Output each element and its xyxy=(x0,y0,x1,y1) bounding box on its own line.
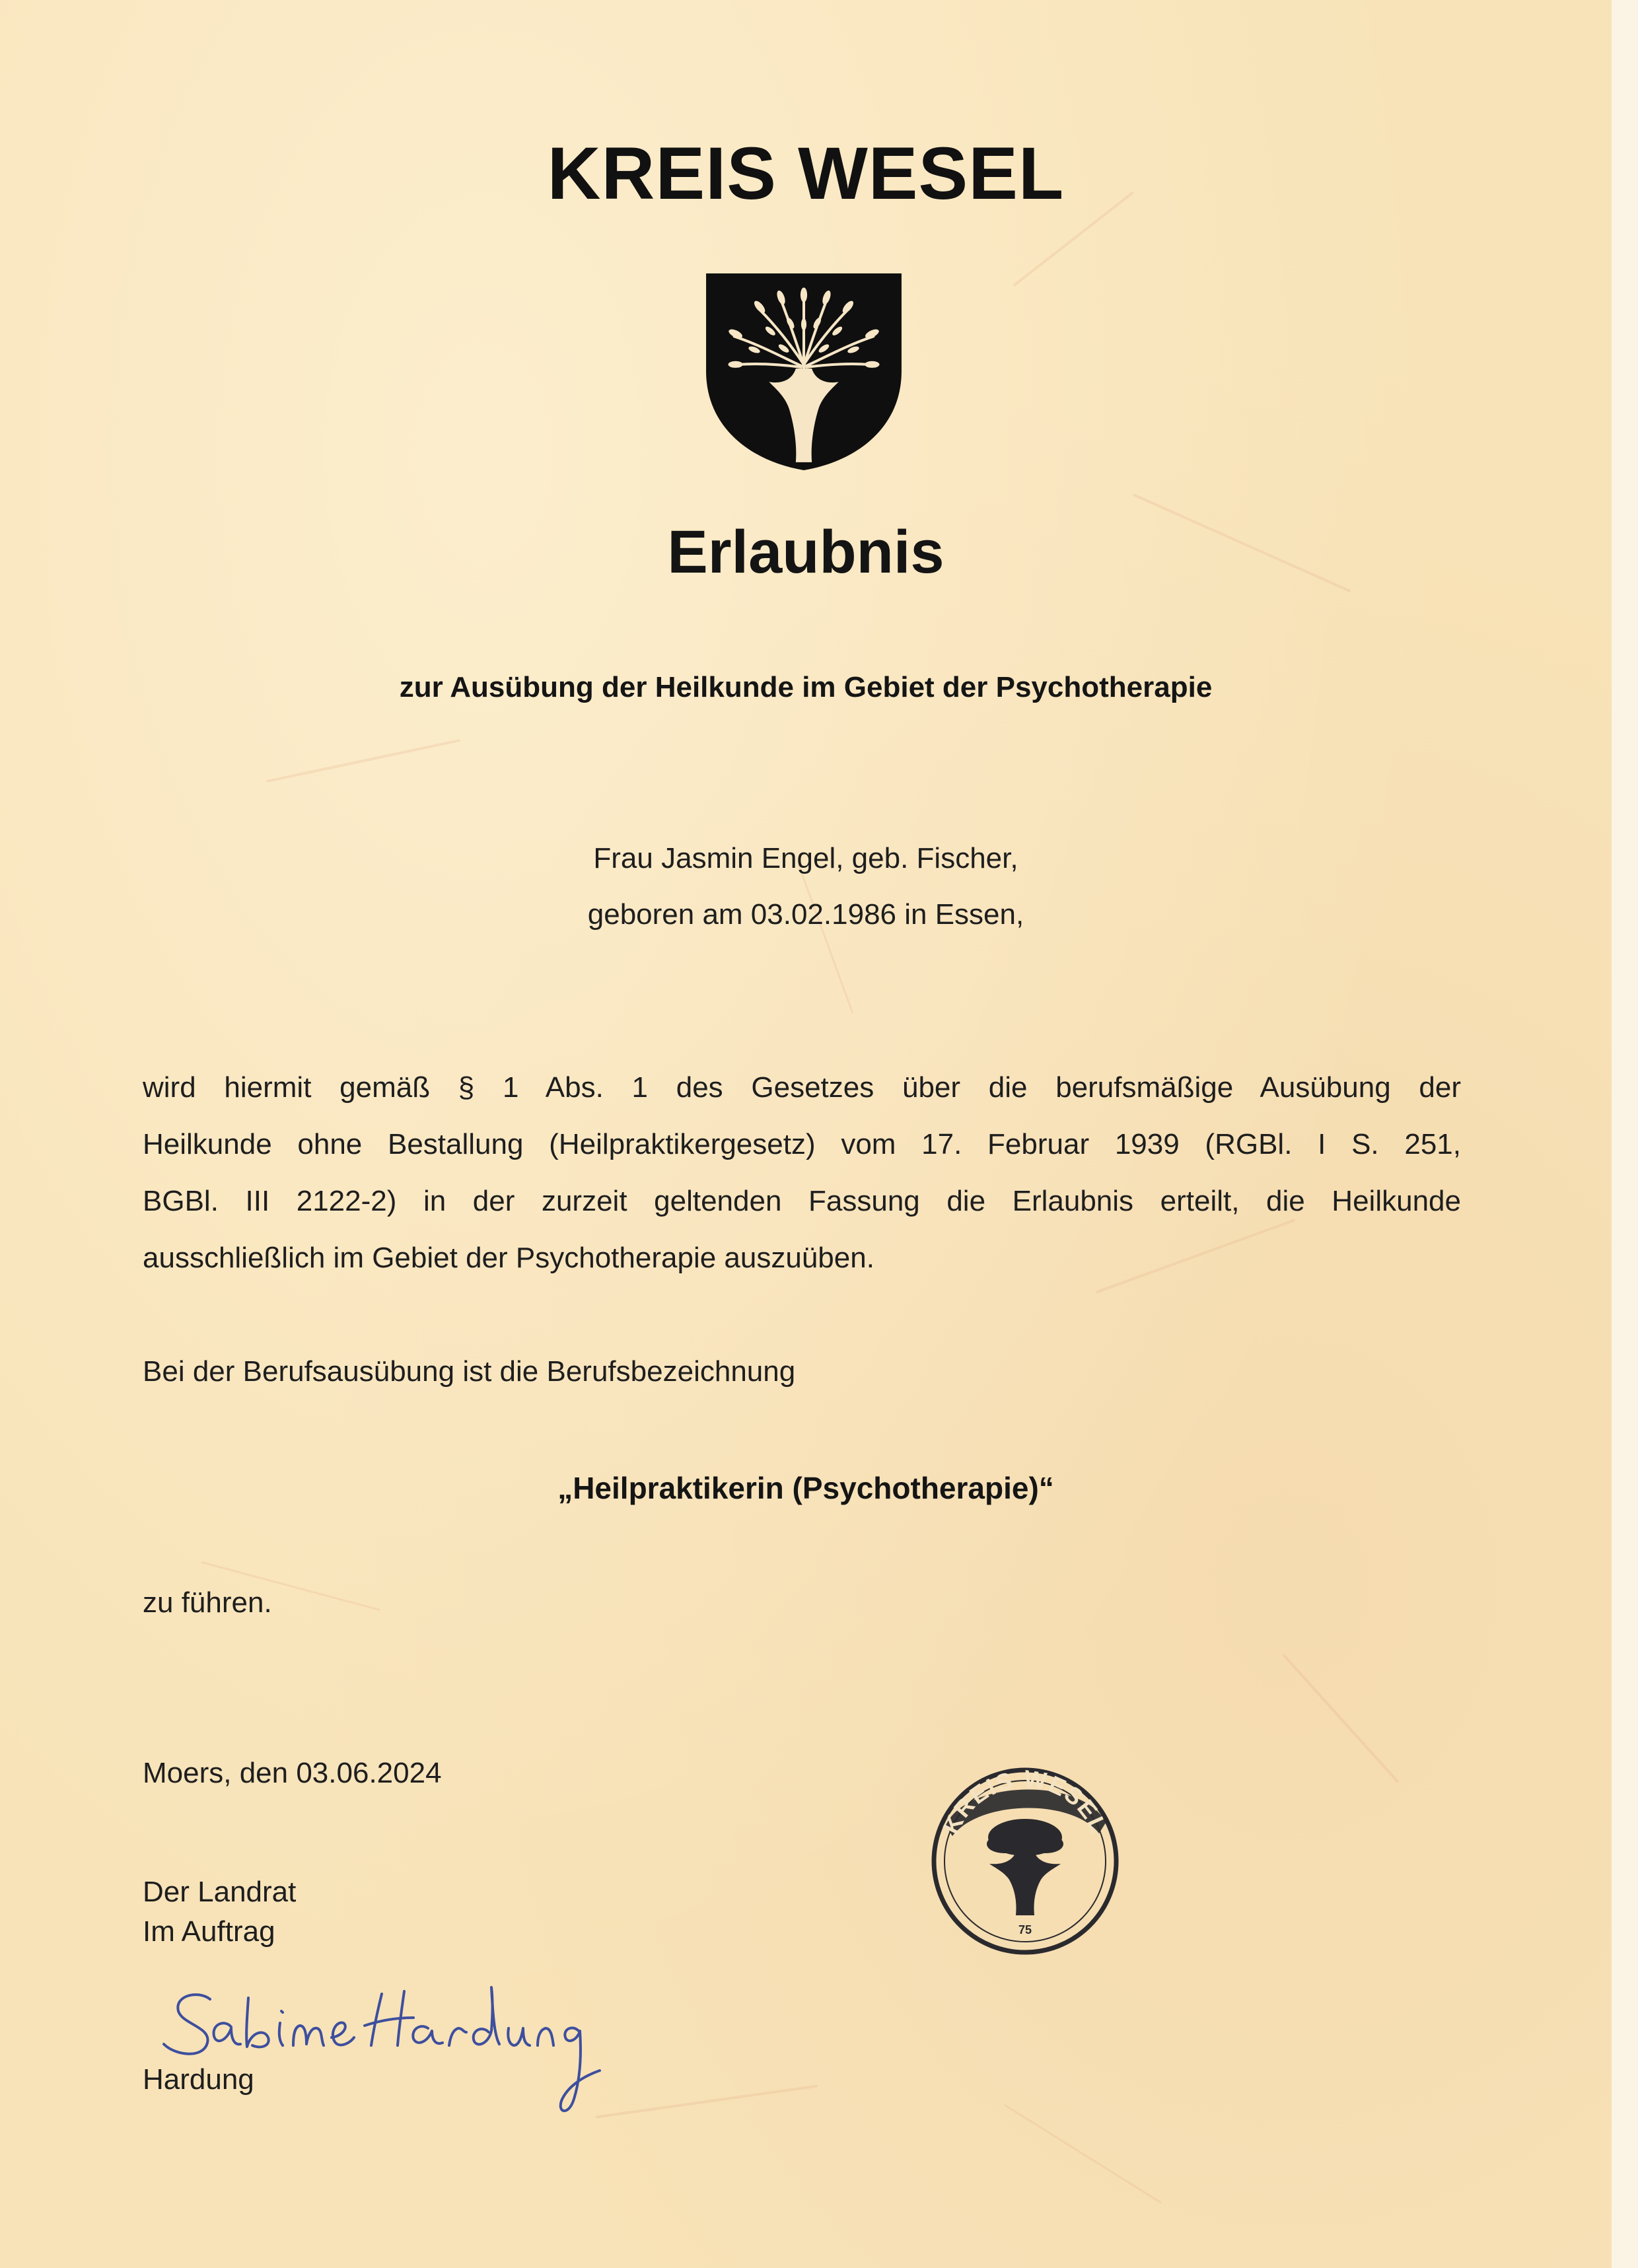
holder-name: Frau Jasmin Engel, geb. Fischer, xyxy=(593,842,1018,874)
permission-paragraph xyxy=(143,1059,1461,1287)
handwritten-signature xyxy=(159,1971,614,2123)
holder-birth: geboren am 03.02.1986 in Essen, xyxy=(587,898,1024,931)
paragraph-line: ausschließlich im Gebiet der Psychotherapie auszuüben. xyxy=(143,1242,874,1274)
paper-fiber xyxy=(1283,1654,1400,1783)
document-subtitle: zur Ausübung der Heilkunde im Gebiet der Psychotherapie xyxy=(399,671,1213,703)
seal-text: KREIS WESEL xyxy=(937,1764,1114,1839)
title-intro: Bei der Berufsausübung ist die Berufsbezeichnung xyxy=(143,1355,796,1388)
paragraph-line: Heilkunde ohne Bestallung (Heilpraktikergesetz) vom 17. Februar 1939 (RGBl. I S. 251, xyxy=(143,1128,1461,1160)
paper-fiber xyxy=(798,864,854,1014)
tree-coat-of-arms-icon xyxy=(703,269,904,473)
paragraph-line: BGBl. III 2122-2) in der zurzeit geltenden Fassung die Erlaubnis erteilt, die Heilkunde xyxy=(143,1185,1461,1217)
professional-title: „Heilpraktikerin (Psychotherapie)“ xyxy=(557,1471,1054,1505)
paper-fiber xyxy=(595,2084,818,2118)
official-seal xyxy=(926,1759,1124,1958)
paragraph-line: wird hiermit gemäß § 1 Abs. 1 des Gesetzes über die berufsmäßige Ausübung der xyxy=(143,1071,1461,1104)
issuing-authority: KREIS WESEL xyxy=(547,132,1065,215)
office-title: Der Landrat xyxy=(143,1876,297,1908)
scan-margin xyxy=(1612,0,1638,2268)
seal-number: 75 xyxy=(1018,1923,1032,1936)
paper-fiber xyxy=(1004,2104,1162,2204)
place-date: Moers, den 03.06.2024 xyxy=(143,1757,442,1789)
document-title: Erlaubnis xyxy=(667,518,944,586)
title-outro: zu führen. xyxy=(143,1586,272,1619)
signer-name: Hardung xyxy=(143,2063,254,2096)
paper-fiber xyxy=(266,739,460,783)
on-behalf-line: Im Auftrag xyxy=(143,1915,275,1948)
